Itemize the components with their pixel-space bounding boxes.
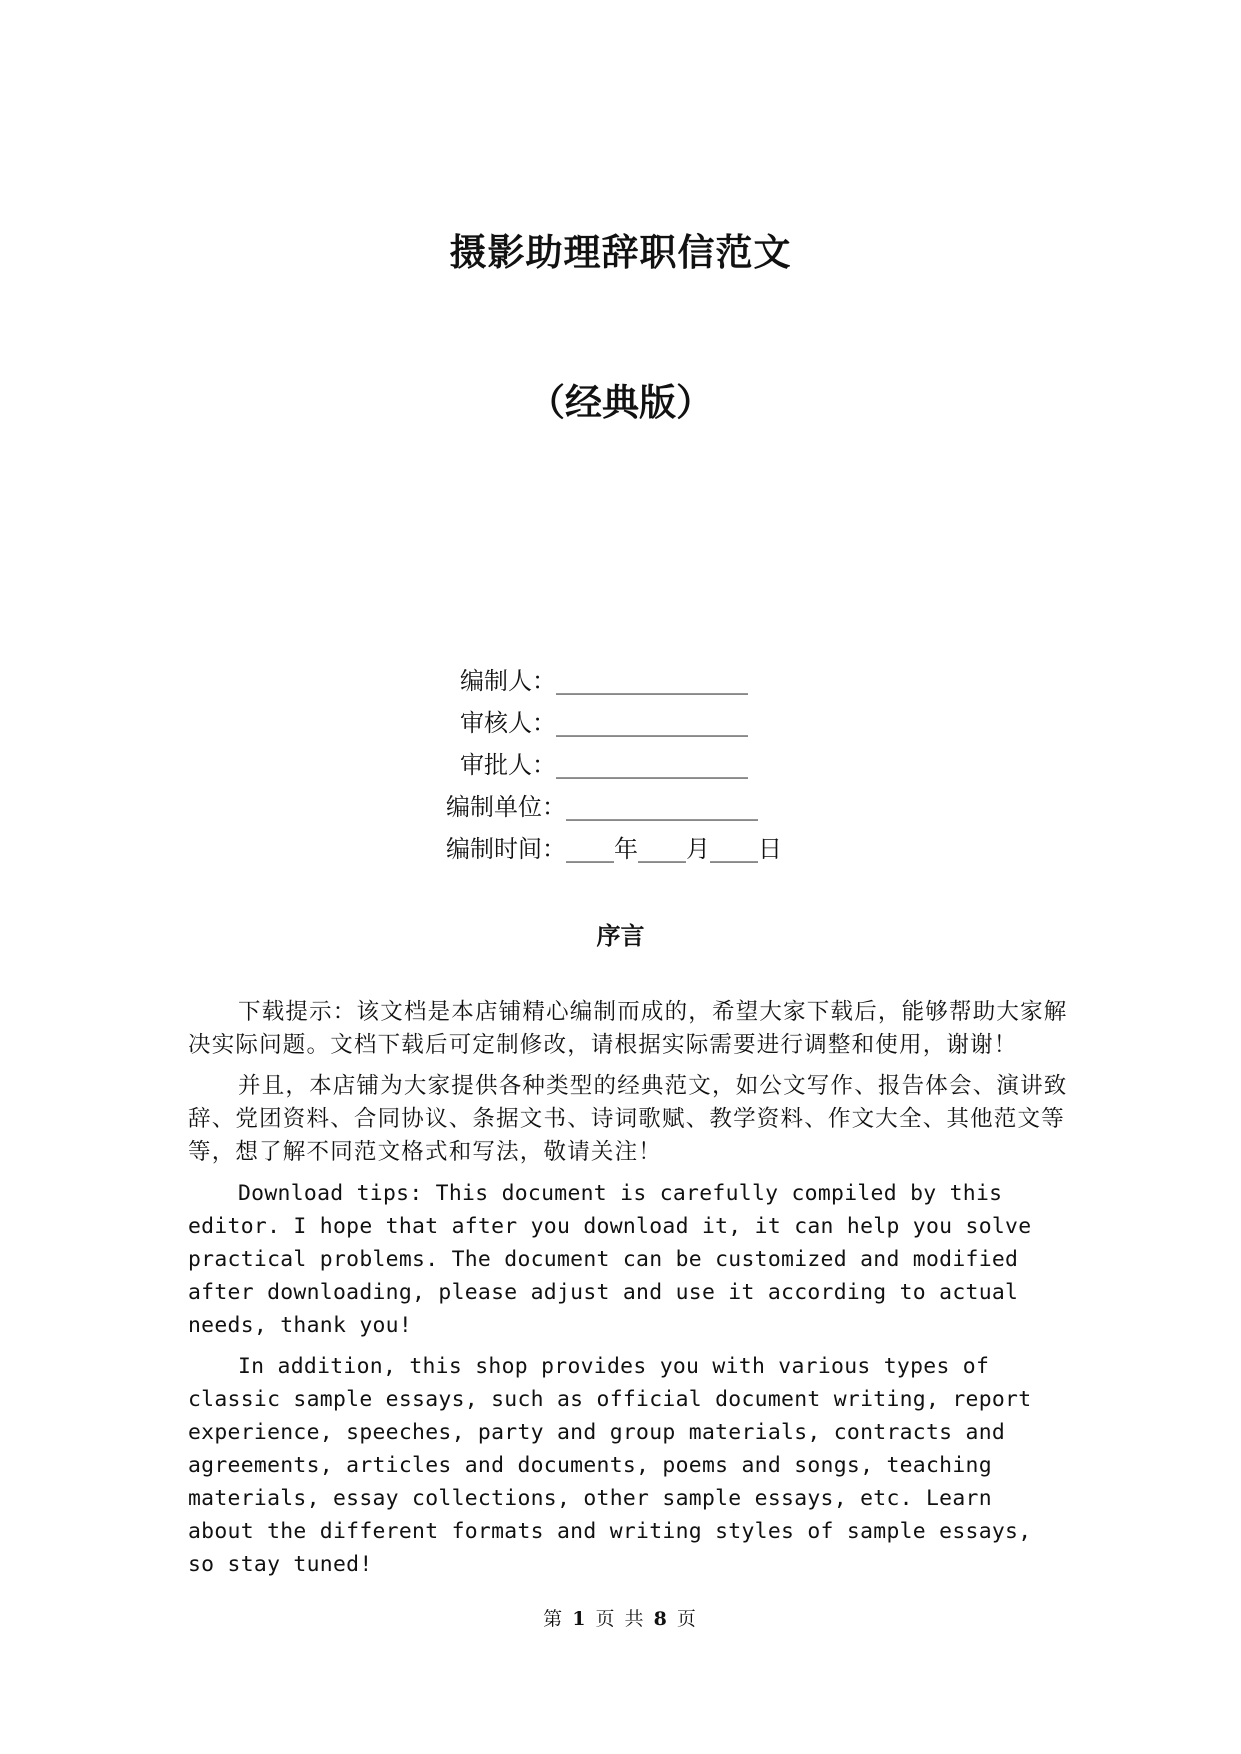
preface-paragraph-download-tip-cn: 下载提示：该文档是本店铺精心编制而成的，希望大家下载后，能够帮助大家解决实际问题。文档下载后可定制修改，请根据实际需要进行调整和使用，谢谢！ [188, 999, 1068, 1058]
footer-prefix: 第 [543, 1608, 565, 1630]
signoff-approver: 审批人：________________ [460, 751, 748, 779]
preface-paragraph-download-tip-en: Download tips: This document is carefully compiled by this editor. I hope that after you download it, it can help you solve practical problems. The document can be customized and modified after downloading, please adjust and use it according to actual needs, thank you! [188, 1181, 1032, 1338]
document-subtitle: （经典版） [528, 380, 713, 424]
footer-suffix: 页 [676, 1608, 698, 1630]
signoff-day-blank: ____ [710, 835, 758, 863]
signoff-editor: 编制人：________________ [460, 667, 748, 695]
signoff-time-label: 编制时间： [446, 835, 566, 863]
signoff-unit: 编制单位：________________ [446, 793, 758, 821]
preface-body [188, 996, 1068, 1589]
signoff-time [446, 828, 846, 870]
signoff-block [446, 660, 846, 870]
signoff-year-label: 年 [614, 835, 638, 863]
signoff-year-blank: ____ [566, 835, 614, 863]
signoff-month-blank: ____ [638, 835, 686, 863]
preface-paragraph-shop-info-en: In addition, this shop provides you with various types of classic sample essays, such as official document writing, report experience, speeches, party and group materials, contracts and agreements, articles and documents, poems and songs, teaching materials, essay collections, other sample essays, etc. Learn about the different formats and writing styles of sample essays, so stay tuned! [188, 1354, 1032, 1577]
signoff-day-label: 日 [758, 835, 782, 863]
page-footer [0, 1604, 1241, 1631]
signoff-reviewer: 审核人：________________ [460, 709, 748, 737]
preface-paragraph-shop-info-cn: 并且，本店铺为大家提供各种类型的经典范文，如公文写作、报告体会、演讲致辞、党团资料、合同协议、条据文书、诗词歌赋、教学资料、作文大全、其他范文等等，想了解不同范文格式和写法，敬请关注！ [188, 1073, 1068, 1165]
footer-total-pages: 8 [653, 1608, 669, 1630]
document-title: 摄影助理辞职信范文 [449, 230, 792, 274]
footer-current-page: 1 [572, 1608, 588, 1630]
footer-middle: 页 共 [595, 1608, 646, 1630]
preface-heading: 序言 [596, 921, 645, 950]
signoff-month-label: 月 [686, 835, 710, 863]
